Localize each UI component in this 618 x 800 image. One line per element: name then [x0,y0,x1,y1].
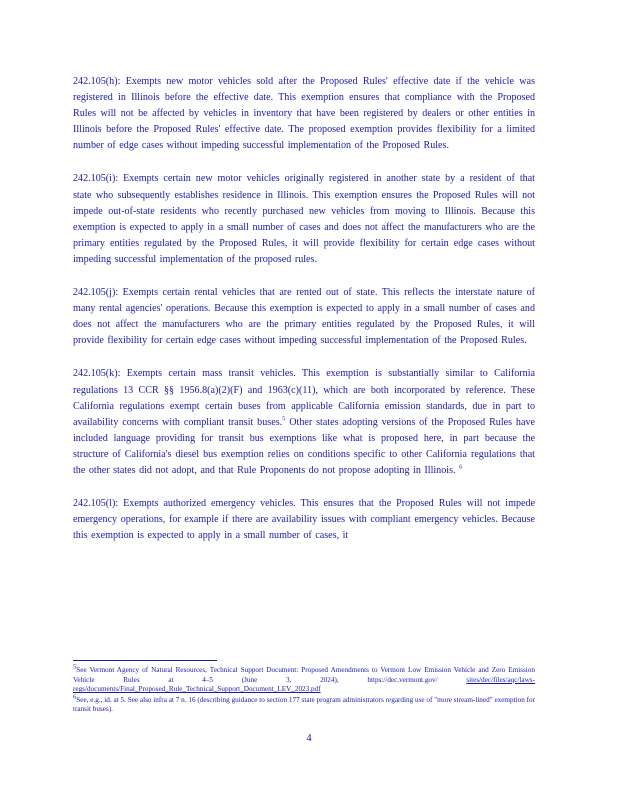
footnote-separator [73,660,217,661]
footnote-5 [73,663,536,695]
paragraph-242-105-j: 242.105(j): Exempts certain rental vehicles that are rented out of state. This reflects the interstate nature of many rental agencies' operations. Because this exemption is expected to apply in a small number of cases and does not affect the manufacturers who are the primary entities regulated by the Proposed Rules, it will provide flexibility for certain edge cases without impeding successful implementation of the Proposed Rules. [73,287,535,347]
paragraph-242-105-h: 242.105(h): Exempts new motor vehicles sold after the Proposed Rules' effective date if the vehicle was registered in Illinois before the effective date. This exemption ensures that compliance with the Proposed Rules will not be affected by vehicles in inventory that have been registered by dealers or other entities in Illinois before the Proposed Rules' effective date. The proposed exemption provides flexibility for a limited number of edge cases without impeding successful implementation of the Proposed Rules. [73,76,535,152]
paragraph-242-105-l: 242.105(l): Exempts authorized emergency vehicles. This ensures that the Proposed Rules will not impede emergency operations, for example if there are availability issues with compliant emergency vehicles. Because this exemption is expected to apply in a small number of cases, it [73,498,535,542]
footnote-5-number: 5 [73,663,77,671]
footnotes [73,663,536,716]
footnote-ref-6[interactable]: 6 [459,463,463,471]
footnote-5-text: See Vermont Agency of Natural Resources, Technical Support Document: Proposed Amendments to Vermont Low Emission Vehicle and Zero Emission Vehicle Rules at 4–5 (June 3, 2024), https://dec.vermont.gov/ [73,666,535,684]
paragraph-242-105-i: 242.105(i): Exempts certain new motor vehicles originally registered in another state by a resident of that state who subsequently establishes residence in Illinois. This exemption ensures the Proposed Rules will not impede out-of-state residents who recently purchased new vehicles from moving to Illinois. Because this exemption is expected to apply in a small number of cases and does not affect the manufacturers who are the primary entities regulated by the Proposed Rules, it will provide flexibility for certain edge cases without impeding successful implementation of the proposed rules. [73,173,535,265]
footnote-5-link[interactable]: sites/dec/files/aqc/laws-regs/documents/Final_Proposed_Rule_Technical_Support_Document_LEV_2023.pdf [73,675,536,694]
document-body [73,74,535,561]
footnote-6 [73,693,535,715]
paragraph-k-text-continued: Other states adopting versions of the Proposed Rules have included language providing for transit bus exemptions like what is proposed here, in part because the structure of California's diesel bus exemption relies on conditions specific to other California regulations that the other states did not adopt, and that Rule Proponents do not propose adopting in Illinois. [73,416,535,476]
footnote-6-text: See, e.g., id. at 5. See also infra at 7 n. 16 (describing guidance to section 177 state program administrators regarding use of "more stream-lined" exemption for transit buses). [73,695,535,714]
footnote-ref-5[interactable]: 5 [282,415,286,423]
paragraph-242-105-k [73,366,535,479]
paragraph-k-text: 242.105(k): Exempts certain mass transit vehicles. This exemption is substantially similar to California regulations 13 CCR §§ 1956.8(a)(2)(F) and 1963(c)(11), which are both incorporated by reference. These California regulations exempt certain buses from applicable California emission standards, due in part to availability concerns with compliant transit buses. [73,368,535,428]
footnote-6-number: 6 [73,693,77,701]
page-number: 4 [306,733,312,744]
